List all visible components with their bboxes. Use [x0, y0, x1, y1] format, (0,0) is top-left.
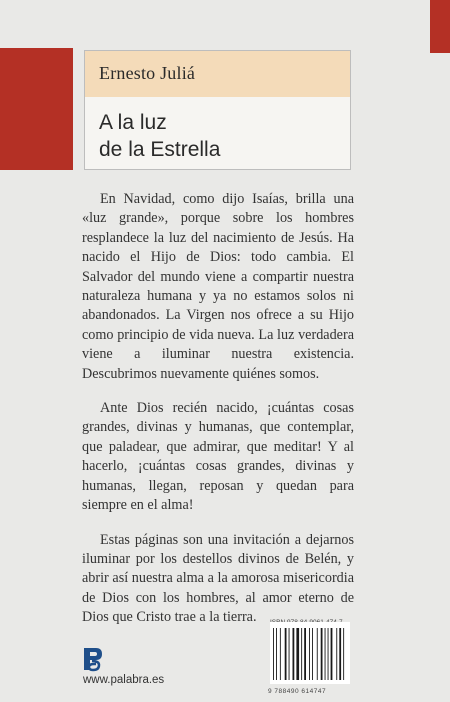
barcode-bar	[289, 628, 290, 680]
barcode-bar	[321, 628, 323, 680]
barcode-bar	[331, 628, 333, 680]
red-accent-top-right	[430, 0, 450, 53]
back-cover-blurb	[82, 190, 354, 643]
barcode-bar	[296, 628, 299, 680]
palabra-logo-icon	[82, 646, 104, 672]
author-name: Ernesto Juliá	[99, 63, 196, 83]
barcode-bar	[336, 628, 337, 680]
barcode-bar	[293, 628, 295, 680]
blurb-paragraph-3: Estas páginas son una invitación a dejarnos iluminar por los destellos divinos de Belén, y abrir así nuestra alma a la amorosa misericordia de Dios con los hombres, al amor eterno de Dios que Cristo trae a la tierra.	[82, 531, 354, 626]
barcode-bar	[339, 628, 341, 680]
barcode-bar	[312, 628, 313, 680]
title-line-2: de la Estrella	[99, 138, 221, 161]
barcode-bar	[285, 628, 287, 680]
publisher-website[interactable]: www.palabra.es	[83, 674, 165, 686]
barcode-bar	[280, 628, 281, 680]
title-box	[84, 50, 351, 170]
blurb-paragraph-1: En Navidad, como dijo Isaías, brilla una «luz grande», porque sobre los hombres resplandece la luz del nacimiento de Jesús. Ha nacido el Hijo de Dios: todo cambia. El Salvador del mundo viene a compartir nuestra naturaleza humana y ya no estamos solos ni abandonados. La Virgen nos ofrece a su Hijo como principio de vida nueva. La luz verdadera viene a iluminar nuestra existencia. Descubrimos nuevamente quiénes somos.	[82, 191, 354, 382]
barcode	[270, 622, 350, 680]
red-accent-left	[0, 48, 73, 170]
title-line-1: A la luz	[99, 111, 167, 134]
barcode-bar	[325, 628, 326, 680]
barcode-bar	[301, 628, 302, 680]
barcode-bar	[309, 628, 310, 680]
barcode-bar	[317, 628, 318, 680]
book-title	[99, 109, 339, 163]
blurb-paragraph-2: Ante Dios recién nacido, ¡cuántas cosas grandes, divinas y humanas, que contemplar, que paladear, que admirar, que meditar! Y al hacerlo, ¡cuántas cosas grandes, divinas y humanas, llegan, reposan y quedan para siempre en el alma!	[82, 400, 354, 514]
barcode-bar	[276, 628, 277, 680]
barcode-digits: 9 788490 614747	[268, 688, 327, 695]
author-band	[85, 51, 350, 97]
barcode-bar	[328, 628, 329, 680]
barcode-bar	[273, 628, 274, 680]
barcode-graphic	[270, 622, 350, 684]
barcode-bar	[343, 628, 344, 680]
barcode-bar	[304, 628, 306, 680]
